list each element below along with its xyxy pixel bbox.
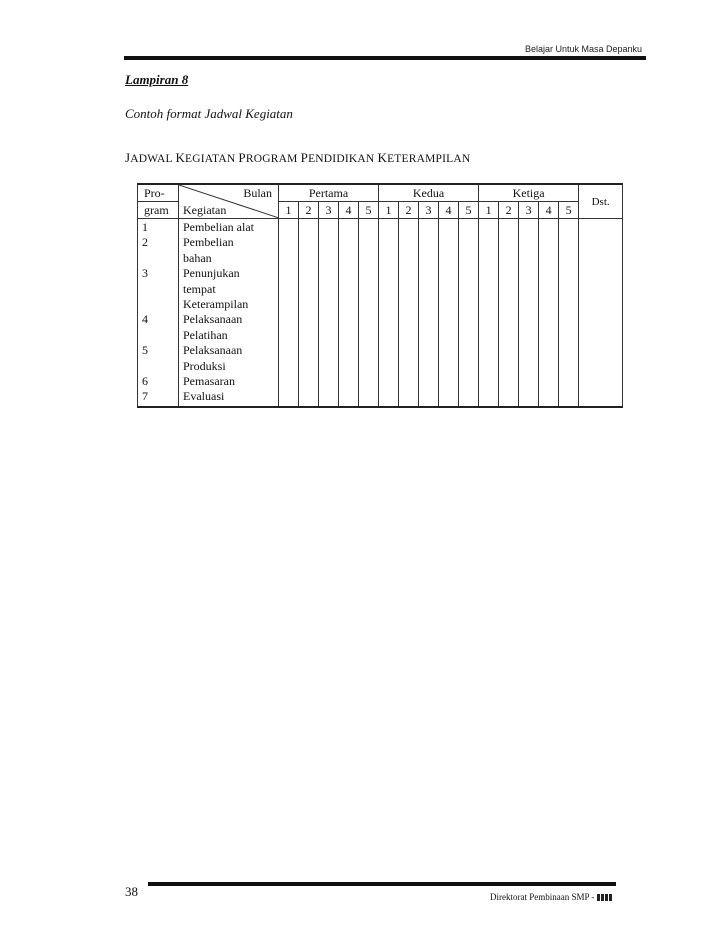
schedule-cell (279, 219, 299, 407)
week-number: 1 (479, 202, 499, 219)
footer-rule (148, 882, 616, 886)
schedule-cell (539, 219, 559, 407)
week-number: 5 (459, 202, 479, 219)
week-number: 2 (299, 202, 319, 219)
schedule-cell (559, 219, 579, 407)
week-number: 4 (339, 202, 359, 219)
month-pertama: Pertama (279, 184, 379, 202)
col-bulan-label: Bulan (243, 186, 272, 200)
footer-text: Direktorat Pembinaan SMP - (490, 892, 612, 902)
week-number: 1 (379, 202, 399, 219)
schedule-cell (419, 219, 439, 407)
week-number: 5 (559, 202, 579, 219)
schedule-cell (379, 219, 399, 407)
col-dst: Dst. (579, 184, 623, 219)
header-row-months (138, 184, 623, 202)
week-number: 3 (419, 202, 439, 219)
schedule-cell (479, 219, 499, 407)
schedule-cell (519, 219, 539, 407)
schedule-cell (439, 219, 459, 407)
section-title: JADWAL KEGIATAN PROGRAM PENDIDIKAN KETERAMPILAN (125, 150, 471, 165)
schedule-cell-dst (579, 219, 623, 407)
contoh-caption: Contoh format Jadwal Kegiatan (125, 106, 293, 121)
week-number: 3 (319, 202, 339, 219)
week-number: 4 (539, 202, 559, 219)
page-number: 38 (125, 884, 138, 899)
lampiran-heading: Lampiran 8 (125, 72, 189, 87)
footer-blocks-icon (597, 894, 612, 901)
schedule-cell (459, 219, 479, 407)
col-program-top: Pro- (138, 184, 179, 202)
schedule-table (137, 183, 623, 408)
col-program-bottom: gram (138, 202, 179, 219)
schedule-cell (499, 219, 519, 407)
schedule-cell (339, 219, 359, 407)
schedule-cell (359, 219, 379, 407)
schedule-cell (399, 219, 419, 407)
bulan-kegiatan-cell (179, 184, 279, 219)
activity-rows (138, 219, 623, 407)
schedule-cell (299, 219, 319, 407)
month-kedua: Kedua (379, 184, 479, 202)
running-header: Belajar Untuk Masa Depanku (524, 44, 642, 54)
week-number: 2 (499, 202, 519, 219)
week-number: 1 (279, 202, 299, 219)
schedule-cell (319, 219, 339, 407)
program-numbers: 1 2 3 4 5 6 7 (138, 219, 179, 407)
kegiatan-list: Pembelian alat Pembelian bahan Penunjukan tempat Keterampilan Pelaksanaan Pelatihan Pelaksanaan Produksi Pemasaran Evaluasi (179, 219, 279, 407)
week-number: 3 (519, 202, 539, 219)
week-number: 2 (399, 202, 419, 219)
month-ketiga: Ketiga (479, 184, 579, 202)
week-number: 5 (359, 202, 379, 219)
col-kegiatan-label: Kegiatan (183, 203, 227, 217)
header-rule (124, 56, 646, 60)
week-number: 4 (439, 202, 459, 219)
